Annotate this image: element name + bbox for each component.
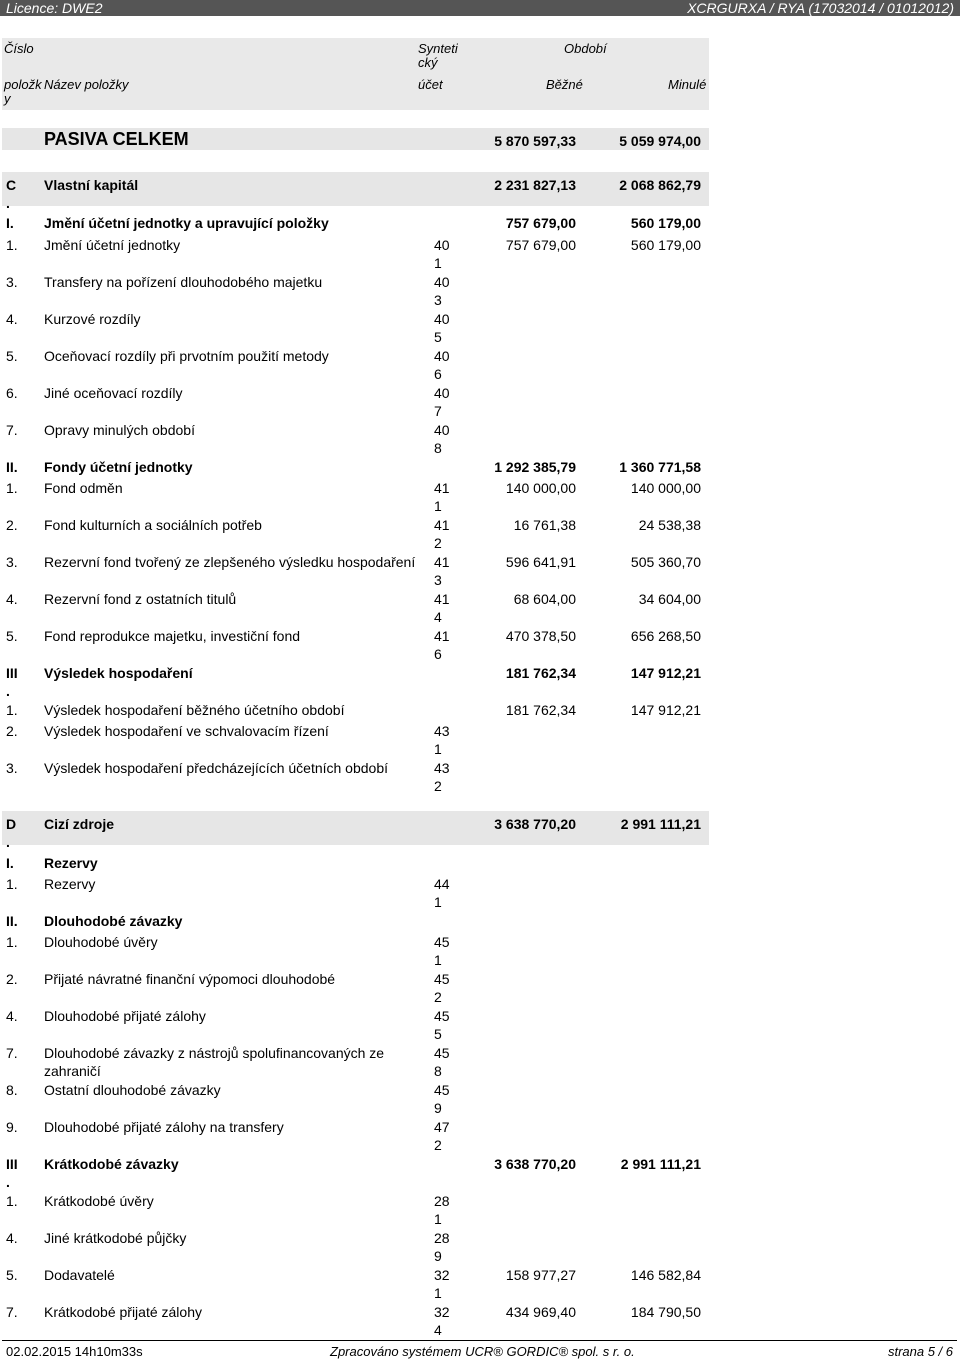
- col-synt-header-3: účet: [418, 77, 443, 92]
- col-synt-header-2: cký: [418, 55, 438, 70]
- col-number-header-1: Číslo: [4, 41, 34, 56]
- row-name: Výsledek hospodaření běžného účetního období: [44, 702, 345, 718]
- row-number: 2.: [6, 517, 18, 533]
- row-synthetic-account: 28 1: [434, 1193, 450, 1227]
- row-name: Opravy minulých období: [44, 422, 195, 438]
- row-synthetic-account: 45 5: [434, 1008, 450, 1042]
- row-current-value: 181 762,34: [505, 702, 576, 718]
- row-name: Fondy účetní jednotky: [44, 459, 193, 475]
- row-previous-value: 147 912,21: [630, 702, 701, 718]
- row-number: 1.: [6, 876, 18, 892]
- col-previous-header: Minulé: [668, 77, 707, 92]
- row-name: Krátkodobé úvěry: [44, 1193, 154, 1209]
- row-previous-value: 24 538,38: [638, 517, 701, 533]
- row-number: 5.: [6, 1267, 18, 1283]
- row-synthetic-account: 45 2: [434, 971, 450, 1005]
- row-current-value: 434 969,40: [505, 1304, 576, 1320]
- row-synthetic-account: 40 6: [434, 348, 450, 382]
- row-number: 6.: [6, 385, 18, 401]
- row-synthetic-account: 47 2: [434, 1119, 450, 1153]
- footer-page: strana 5 / 6: [887, 1344, 953, 1359]
- row-synthetic-account: 45 9: [434, 1082, 450, 1116]
- row-current-value: 140 000,00: [505, 480, 576, 496]
- row-name: Dlouhodobé závazky: [44, 913, 183, 929]
- row-current-value: 158 977,27: [505, 1267, 576, 1283]
- row-synthetic-account: 32 1: [434, 1267, 450, 1301]
- row-number: 7.: [6, 1045, 18, 1061]
- row-current-value: 16 761,38: [513, 517, 576, 533]
- row-number: I.: [6, 855, 14, 871]
- licence-label: Licence: DWE2: [6, 0, 103, 16]
- row-synthetic-account: 40 1: [434, 237, 450, 271]
- row-previous-value: 1 360 771,58: [619, 459, 701, 475]
- row-number: 1.: [6, 480, 18, 496]
- footer-system: Zpracováno systémem UCR® GORDIC® spol. s r. o.: [330, 1344, 635, 1359]
- row-synthetic-account: 28 9: [434, 1230, 450, 1264]
- row-number: 2.: [6, 971, 18, 987]
- row-current-value: 1 292 385,79: [494, 459, 576, 475]
- row-synthetic-account: 43 2: [434, 760, 450, 794]
- row-number: 1.: [6, 934, 18, 950]
- row-name: Fond odměn: [44, 480, 123, 496]
- row-number: 4.: [6, 311, 18, 327]
- row-previous-value: 34 604,00: [638, 591, 701, 607]
- row-name: Rezervní fond tvořený ze zlepšeného výsledku hospodaření: [44, 554, 416, 570]
- row-current-value: 3 638 770,20: [494, 1156, 576, 1172]
- row-number: 8.: [6, 1082, 18, 1098]
- row-synthetic-account: 45 1: [434, 934, 450, 968]
- row-current-value: 2 231 827,13: [494, 177, 576, 193]
- col-synt-header-1: Synteti: [418, 41, 458, 56]
- row-name: Dlouhodobé závazky z nástrojů spolufinancovaných ze zahraničí: [44, 1045, 385, 1079]
- row-name: Fond kulturních a sociálních potřeb: [44, 517, 262, 533]
- row-name: Krátkodobé závazky: [44, 1156, 179, 1172]
- row-previous-value: 5 059 974,00: [619, 133, 701, 149]
- row-name: Dlouhodobé úvěry: [44, 934, 158, 950]
- row-previous-value: 505 360,70: [630, 554, 701, 570]
- row-name: Krátkodobé přijaté zálohy: [44, 1304, 202, 1320]
- row-previous-value: 146 582,84: [630, 1267, 701, 1283]
- row-number: III .: [6, 1156, 18, 1190]
- row-name: Vlastní kapitál: [44, 177, 139, 193]
- footer-date: 02.02.2015 14h10m33s: [6, 1344, 143, 1359]
- row-synthetic-account: 40 8: [434, 422, 450, 456]
- row-current-value: 757 679,00: [505, 237, 576, 253]
- row-synthetic-account: 41 1: [434, 480, 450, 514]
- col-name-header: Název položky: [44, 77, 129, 92]
- row-name: Jiné oceňovací rozdíly: [44, 385, 183, 401]
- col-period-header: Období: [564, 41, 607, 56]
- row-name: Výsledek hospodaření předcházejících účetních období: [44, 760, 389, 776]
- row-number: C .: [6, 177, 17, 211]
- row-current-value: 470 378,50: [505, 628, 576, 644]
- col-number-header-3: y: [4, 91, 11, 106]
- report-code: XCRGURXA / RYA (17032014 / 01012012): [687, 0, 954, 16]
- top-bar: [0, 0, 960, 16]
- row-name: Fond reprodukce majetku, investiční fond: [44, 628, 301, 644]
- row-synthetic-account: 45 8: [434, 1045, 450, 1079]
- row-synthetic-account: 41 2: [434, 517, 450, 551]
- row-current-value: 5 870 597,33: [494, 133, 576, 149]
- row-name: Dlouhodobé přijaté zálohy: [44, 1008, 206, 1024]
- row-previous-value: 560 179,00: [630, 237, 701, 253]
- row-name: Přijaté návratné finanční výpomoci dlouhodobé: [44, 971, 336, 987]
- row-name: Jiné krátkodobé půjčky: [44, 1230, 187, 1246]
- row-name: Výsledek hospodaření ve schvalovacím řízení: [44, 723, 329, 739]
- row-name: Rezervy: [44, 855, 98, 871]
- row-number: I.: [6, 215, 14, 231]
- row-number: 1.: [6, 237, 18, 253]
- row-number: 7.: [6, 422, 18, 438]
- row-name: Ostatní dlouhodobé závazky: [44, 1082, 221, 1098]
- row-number: 7.: [6, 1304, 18, 1320]
- row-number: 5.: [6, 348, 18, 364]
- row-synthetic-account: 41 4: [434, 591, 450, 625]
- row-name: Dodavatelé: [44, 1267, 115, 1283]
- row-number: 5.: [6, 628, 18, 644]
- row-previous-value: 140 000,00: [630, 480, 701, 496]
- row-current-value: 596 641,91: [505, 554, 576, 570]
- table-header: [2, 38, 709, 110]
- row-synthetic-account: 41 3: [434, 554, 450, 588]
- row-name: Transfery na pořízení dlouhodobého majetku: [44, 274, 323, 290]
- row-number: 3.: [6, 554, 18, 570]
- row-previous-value: 147 912,21: [630, 665, 701, 681]
- row-synthetic-account: 44 1: [434, 876, 450, 910]
- row-number: 3.: [6, 760, 18, 776]
- row-current-value: 68 604,00: [513, 591, 576, 607]
- row-name: Jmění účetní jednotky a upravující položky: [44, 215, 329, 231]
- row-number: 9.: [6, 1119, 18, 1135]
- row-name: Kurzové rozdíly: [44, 311, 141, 327]
- row-number: 1.: [6, 702, 18, 718]
- row-number: II.: [6, 913, 18, 929]
- row-synthetic-account: 43 1: [434, 723, 450, 757]
- row-synthetic-account: 41 6: [434, 628, 450, 662]
- col-current-header: Běžné: [546, 77, 583, 92]
- row-name: Jmění účetní jednotky: [44, 237, 181, 253]
- row-name: Rezervní fond z ostatních titulů: [44, 591, 237, 607]
- row-number: 1.: [6, 1193, 18, 1209]
- row-number: II.: [6, 459, 18, 475]
- row-number: 4.: [6, 591, 18, 607]
- row-name: Oceňovací rozdíly při prvotním použití metody: [44, 348, 329, 364]
- row-name: Dlouhodobé přijaté zálohy na transfery: [44, 1119, 284, 1135]
- row-synthetic-account: 32 4: [434, 1304, 450, 1338]
- row-name: PASIVA CELKEM: [44, 129, 189, 149]
- row-previous-value: 2 991 111,21: [620, 816, 701, 832]
- row-previous-value: 184 790,50: [630, 1304, 701, 1320]
- row-number: 4.: [6, 1230, 18, 1246]
- row-previous-value: 560 179,00: [630, 215, 701, 231]
- row-synthetic-account: 40 3: [434, 274, 450, 308]
- row-synthetic-account: 40 7: [434, 385, 450, 419]
- row-current-value: 181 762,34: [505, 665, 576, 681]
- col-number-header-2: položk: [4, 77, 42, 92]
- row-previous-value: 2 991 111,21: [620, 1156, 701, 1172]
- row-number: 4.: [6, 1008, 18, 1024]
- row-number: 3.: [6, 274, 18, 290]
- row-synthetic-account: 40 5: [434, 311, 450, 345]
- row-name: Cizí zdroje: [44, 816, 115, 832]
- row-name: Výsledek hospodaření: [44, 665, 193, 681]
- row-number: 2.: [6, 723, 18, 739]
- row-number: D .: [6, 816, 17, 850]
- row-previous-value: 656 268,50: [630, 628, 701, 644]
- row-previous-value: 2 068 862,79: [619, 177, 701, 193]
- row-number: III .: [6, 665, 18, 699]
- footer-divider: [2, 1340, 957, 1341]
- row-current-value: 3 638 770,20: [494, 816, 576, 832]
- row-current-value: 757 679,00: [505, 215, 576, 231]
- row-name: Rezervy: [44, 876, 96, 892]
